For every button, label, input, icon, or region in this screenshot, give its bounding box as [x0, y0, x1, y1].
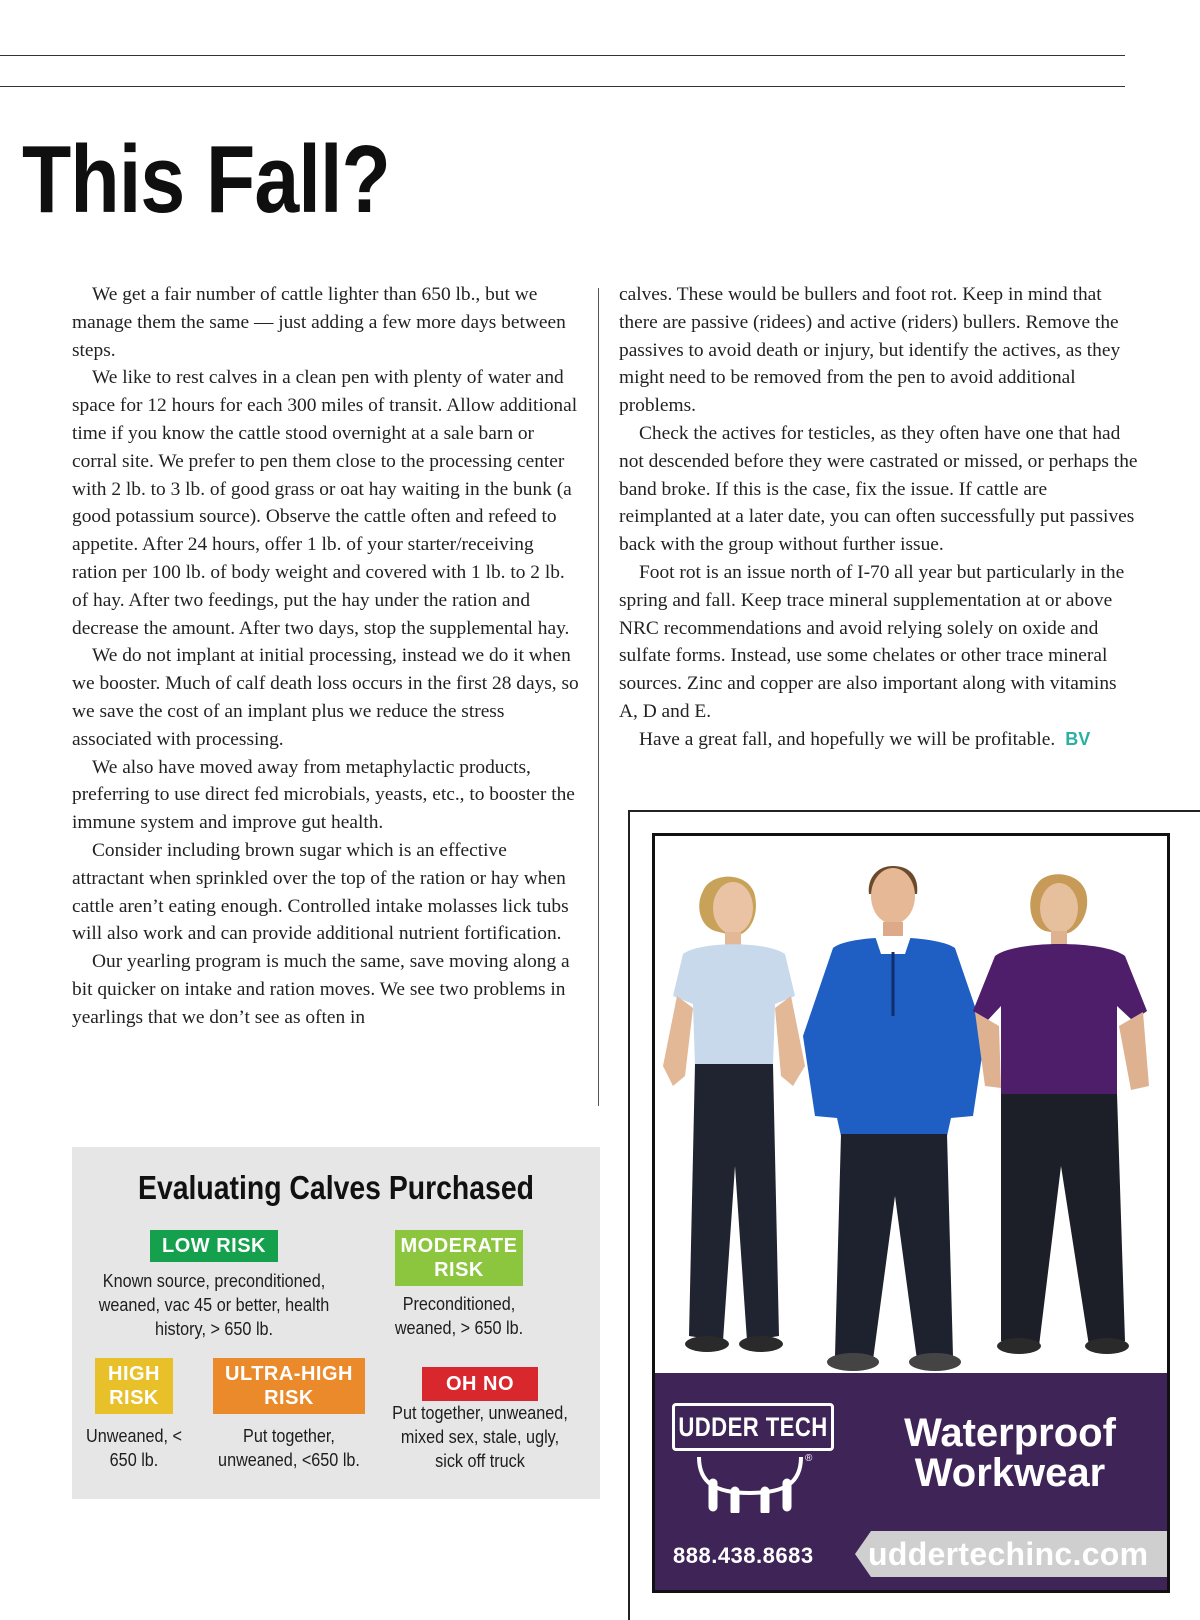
ad-tagline: Waterproof Workwear [904, 1411, 1116, 1495]
high-risk-description: Unweaned, < 650 lb. [86, 1426, 182, 1470]
paragraph: calves. These would be bullers and foot rot. Keep in mind that there are passive (ridees) and active (riders) bullers. Remove the passives to avoid death or injury, but identify the actives, as they might need to be removed from the pen to avoid additional problems. [619, 284, 1121, 417]
brand-name: UDDER TECH [678, 1411, 828, 1442]
ad-url-link[interactable]: uddertechinc.com [868, 1536, 1149, 1572]
paragraph: Consider including brown sugar which is an effective attractant when sprinkled over the top of the ration or hay when cattle aren’t eating enough. Controlled intake molasses lick tubs will also work and can provide additional nutrient fortification. [72, 839, 569, 945]
moderate-risk-badge: MODERATE RISK [395, 1230, 523, 1286]
paragraph: Check the actives for testicles, as they often have one that had not descended before they were castrated or missed, or perhaps the band broke. If this is the case, fix the issue. If cattle are reimplanted at a later date, you can often successfully put passives back with the group without further issue. [619, 422, 1138, 556]
ultra-high-risk-description: Put together, unweaned, <650 lb. [218, 1426, 360, 1470]
brand-logo [672, 1403, 834, 1451]
moderate-risk-description: Preconditioned, weaned, > 650 lb. [394, 1294, 524, 1338]
end-mark: BV [1065, 728, 1091, 749]
advertisement[interactable] [652, 833, 1170, 1593]
column-divider [598, 288, 599, 1106]
model-middle-figure [803, 866, 985, 1371]
risk-sidebar [72, 1147, 600, 1499]
low-risk-badge: LOW RISK [150, 1230, 278, 1262]
second-rule [0, 86, 1125, 87]
registered-mark: ® [805, 1453, 813, 1464]
paragraph: We get a fair number of cattle lighter than 650 lb., but we manage them the same — just adding a few more days between steps. [72, 284, 566, 361]
model-left-figure [663, 877, 805, 1352]
paragraph: Our yearling program is much the same, save moving along a bit quicker on intake and ration moves. We see two problems in yearlings that we don’t see as often in [72, 951, 570, 1028]
left-column [72, 281, 582, 1032]
high-risk-badge: HIGH RISK [95, 1358, 173, 1414]
paragraph-final-text: Have a great fall, and hopefully we will be profitable. [639, 728, 1056, 750]
ultra-high-risk-badge: ULTRA-HIGH RISK [213, 1358, 365, 1414]
paragraph: We do not implant at initial processing, instead we do it when we booster. Much of calf death loss occurs in the first 28 days, so we save the cost of an implant plus we reduce the stress associated with processing. [72, 645, 579, 750]
headline: This Fall? [22, 126, 390, 233]
right-column [619, 281, 1139, 754]
sidebar-title: Evaluating Calves Purchased [138, 1169, 534, 1206]
workwear-models-illustration [655, 836, 1167, 1373]
low-risk-description: Known source, preconditioned, weaned, vac 45 or better, health history, > 650 lb. [98, 1271, 330, 1339]
oh-no-description: Put together, unweaned, mixed sex, stale, ugly, sick off truck [392, 1403, 568, 1471]
paragraph: Foot rot is an issue north of I-70 all year but particularly in the spring and fall. Keep trace mineral supplementation at or above NRC recommendations and avoid relying solely on oxide and sulfate forms. Instead, use some chelates or other trace mineral sources. Zinc and copper are also important along with vitamins A, D and E. [619, 561, 1125, 722]
ad-phone[interactable]: 888.438.8683 [673, 1543, 814, 1568]
ad-photo [655, 836, 1167, 1373]
ad-banner [655, 1373, 1167, 1590]
paragraph-final [619, 726, 1139, 754]
paragraph: We also have moved away from metaphylactic products, preferring to use direct fed microbials, yeasts, etc., to booster the immune system and improve gut health. [72, 756, 575, 834]
udder-logo-icon [695, 1453, 805, 1513]
oh-no-badge: OH NO [422, 1367, 538, 1401]
paragraph: We like to rest calves in a clean pen with plenty of water and space for 12 hours for each 300 miles of transit. Allow additional time if you know the cattle stood overnight at a sale barn or corral site. We prefer to pen them close to the processing center with 2 lb. to 3 lb. of good grass or oat hay waiting in the bunk (a good potassium source). Observe the cattle often and refeed to appetite. After 24 hours, offer 1 lb. of your starter/receiving ration per 100 lb. of body weight and covered with 1 lb. to 2 lb. of hay. After two feedings, put the hay under the ration and decrease the amount. After two days, stop the supplemental hay. [72, 367, 578, 639]
top-rule [0, 55, 1125, 56]
model-right-figure [973, 874, 1149, 1354]
